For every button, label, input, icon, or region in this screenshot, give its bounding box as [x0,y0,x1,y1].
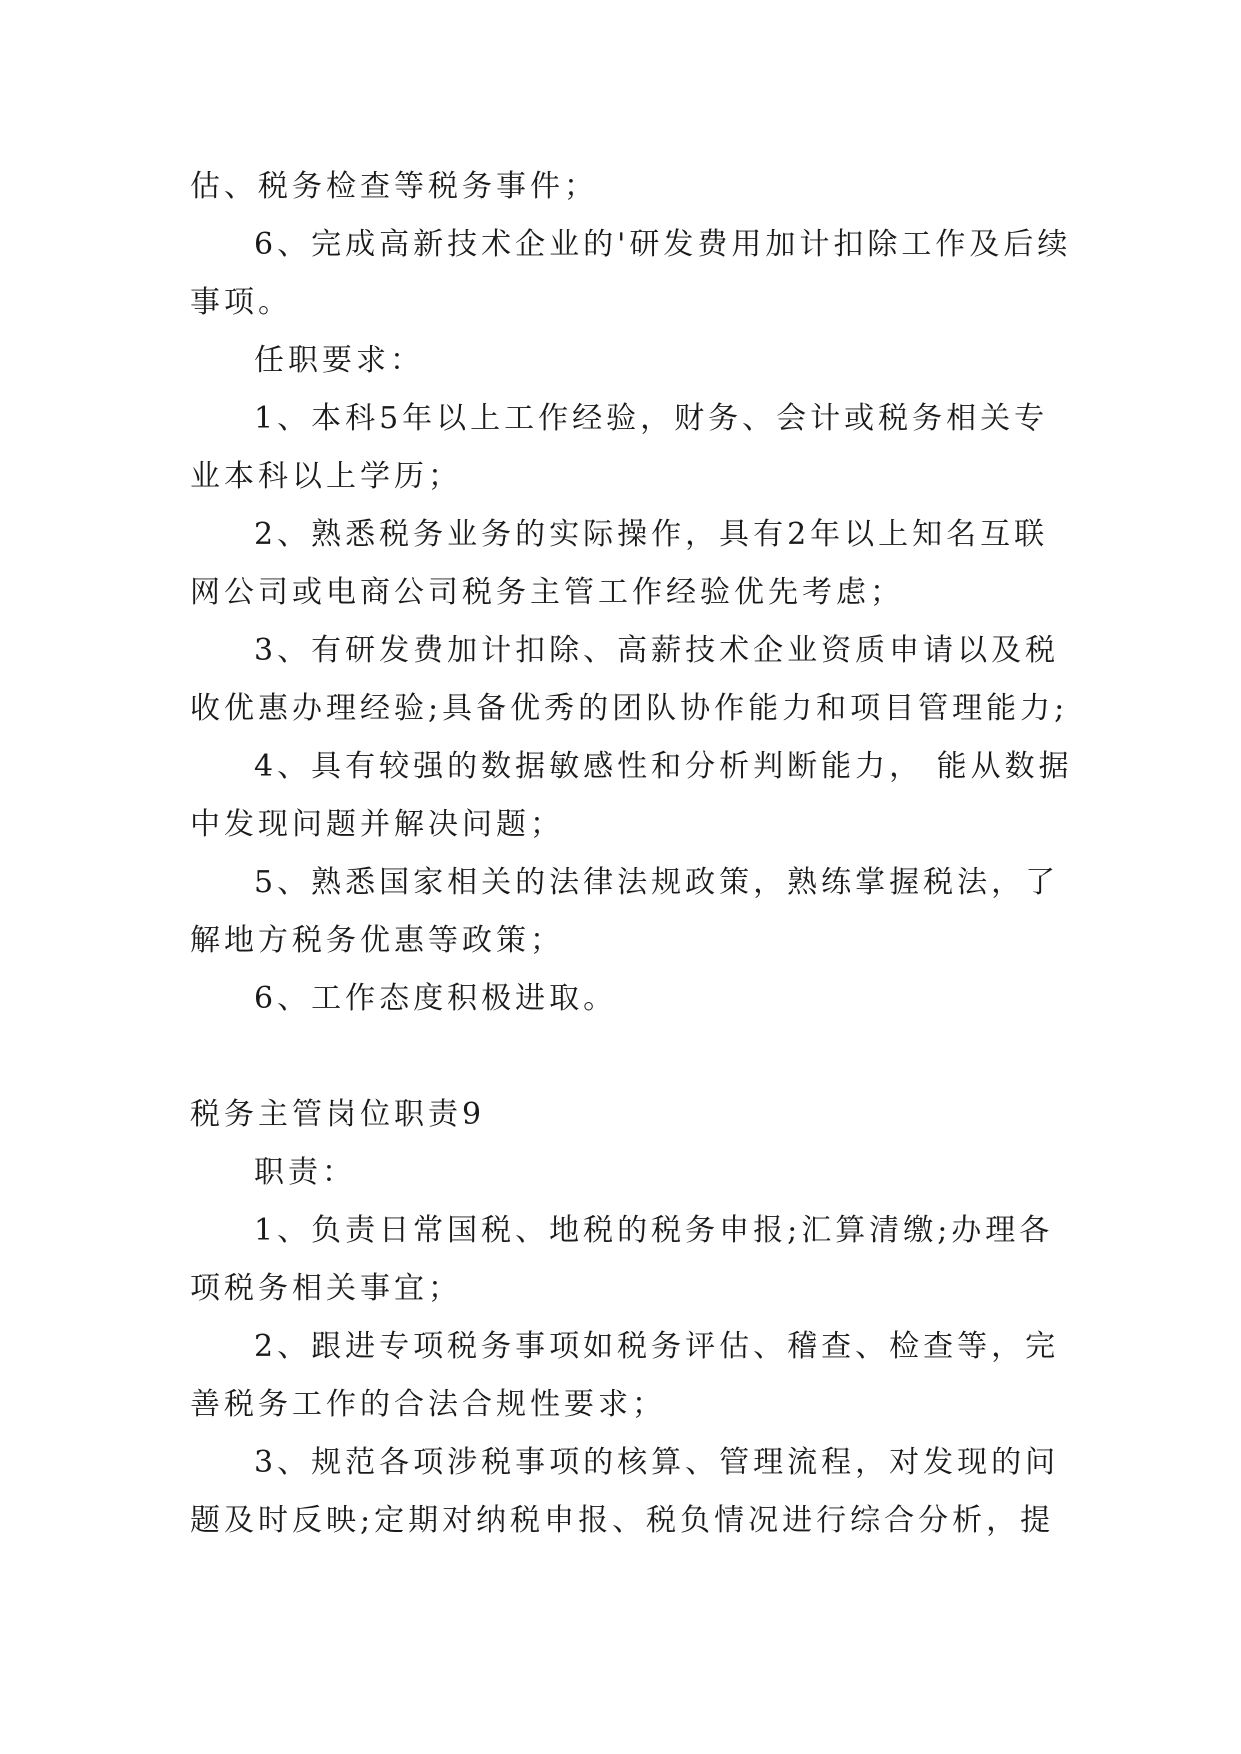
text-line: 1、本科5年以上工作经验，财务、会计或税务相关专 [254,401,1049,436]
text-line: 解地方税务优惠等政策； [190,923,564,958]
section-1-body [190,158,1073,1028]
text-line: 中发现问题并解决问题； [190,807,564,842]
text-line: 题及时反映;定期对纳税申报、税负情况进行综合分析，提 [190,1503,1055,1538]
section-gap [190,1028,1070,1086]
text-line: 业本科以上学历； [190,459,462,494]
text-line: 6、工作态度积极进取。 [254,981,618,1016]
text-line: 2、熟悉税务业务的实际操作，具有2年以上知名互联 [254,517,1049,552]
section-2-body [190,1144,1070,1550]
text-line: 4、具有较强的数据敏感性和分析判断能力， 能从数据 [254,749,1073,784]
text-line: 1、负责日常国税、地税的税务申报;汇算清缴;办理各 [254,1213,1054,1248]
text-line: 事项。 [190,285,292,320]
text-line: 网公司或电商公司税务主管工作经验优先考虑； [190,575,904,610]
text-line: 2、跟进专项税务事项如税务评估、稽查、检查等，完 [254,1329,1060,1364]
document-body [190,158,1073,1550]
text-line: 5、熟悉国家相关的法律法规政策，熟练掌握税法，了 [254,865,1060,900]
section-title: 税务主管岗位职责9 [190,1097,486,1132]
subheading-duties: 职责： [254,1155,356,1190]
text-line: 3、有研发费加计扣除、高薪技术企业资质申请以及税 [254,633,1060,668]
text-line: 收优惠办理经验;具备优秀的团队协作能力和项目管理能力; [190,691,1069,726]
text-line: 善税务工作的合法合规性要求； [190,1387,666,1422]
text-line: 3、规范各项涉税事项的核算、管理流程，对发现的问 [254,1445,1060,1480]
text-line: 项税务相关事宜； [190,1271,462,1306]
text-line: 估、税务检查等税务事件； [190,169,598,204]
subheading-requirements: 任职要求： [254,343,424,378]
text-line: 6、完成高新技术企业的'研发费用加计扣除工作及后续 [254,227,1072,262]
